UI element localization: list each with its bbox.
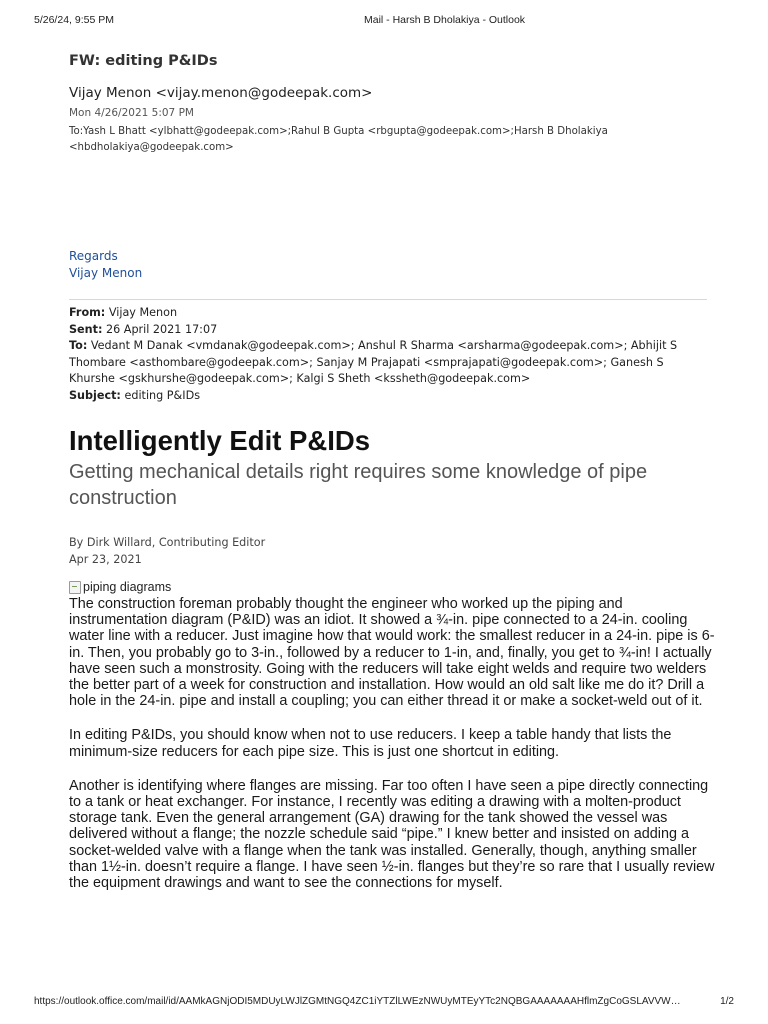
fwd-subject: editing P&IDs [124,388,201,402]
fwd-to: Vedant M Danak <vmdanak@godeepak.com>; Anshul R Sharma <arsharma@godeepak.com>; Abhijit S Thombare <asthombare@godeepak.com>; Sanjay M Prajapati <smprajapati@godeepak.com>; Ganesh S Khurshe <gskhurshe@godeepak.com>; Kalgi S Sheth <kssheth@godeepak.com> [69,339,678,385]
print-url: https://outlook.office.com/mail/id/AAMkAGNjODI5MDUyLWJlZGMtNGQ4ZC1iYTZlLWEzNWUyMTEyYTc2NQBGAAAAAAAHflmZgCoGSLAVVW… [34,996,681,1007]
article [69,425,719,892]
forwarded-header [69,305,709,404]
article-body [69,596,719,909]
email-subject: FW: editing P&IDs [69,53,218,69]
forward-divider [69,299,707,300]
broken-image [69,580,171,594]
print-page-title: Mail - Harsh B Dholakiya - Outlook [364,14,526,26]
email-signature [69,248,142,281]
fwd-sent-label: Sent: [69,322,103,336]
image-alt-text: piping diagrams [83,580,172,594]
fwd-from: Vijay Menon [108,306,178,319]
article-paragraph: In editing P&IDs, you should know when not to use reducers. I keep a table handy that lists the minimum-size reducers for each pipe size. This is just one shortcut in editing. [69,727,672,760]
article-byline [69,535,265,568]
email-recipients: To:Yash L Bhatt <ylbhatt@godeepak.com>;Rahul B Gupta <rbgupta@godeepak.com>;Harsh B Dholakiya <hbdholakiya@godeepak.com> [69,126,608,153]
article-author: By Dirk Willard, Contributing Editor [69,536,266,549]
fwd-from-line [69,305,709,322]
print-footer [34,996,734,1010]
email-message [69,53,709,402]
article-subtitle: Getting mechanical details right requires some knowledge of pipe construction [69,461,648,509]
fwd-sent-line [69,322,709,339]
article-title: Intelligently Edit P&IDs [69,425,371,456]
fwd-sent: 26 April 2021 17:07 [106,322,218,336]
fwd-subject-line [69,388,709,405]
signature-name: Vijay Menon [69,265,143,280]
print-datetime: 5/26/24, 9:55 PM [34,14,114,26]
fwd-to-line [69,338,709,388]
email-sent-date: Mon 4/26/2021 5:07 PM [69,107,194,119]
signature-closing: Regards [69,249,118,263]
fwd-from-label: From: [69,306,106,319]
print-header [34,14,734,30]
article-date: Apr 23, 2021 [69,552,142,566]
article-paragraph: The construction foreman probably thought the engineer who worked up the piping and instrumentation diagram (P&ID) was an idiot. It showed a ¾-in. pipe connected to a 24-in. cooling water line with a reducer. Just imagine how that would work: the smallest reducer in a 24-in. pipe is 6-in. Then, you probably go to 3-in., followed by a reducer to 1-in, and, finally, you get to ¾-in! I actually have seen such a monstrosity. Going with the reducers will take eight welds and require two welders the better part of a week for construction and installation. How would an old salt like me do it? Drill a hole in the 24-in. pipe and install a coupling; you can either thread it or make a socket-weld out of it. [69,596,715,710]
email-sender[interactable]: Vijay Menon <vijay.menon@godeepak.com> [69,85,373,101]
article-paragraph: Another is identifying where flanges are missing. Far too often I have seen a pipe directly connecting to a tank or heat exchanger. For instance, I recently was editing a drawing with a molten-product storage tank. Even the general arrangement (GA) drawing for the tank showed the vessel was delivered without a flange; the nozzle schedule said “pipe.” I knew better and insisted on adding a socket-welded valve with a flange when the tank was installed. Generally, though, anything smaller than 1½-in. doesn’t require a flange. I have seen ½-in. flanges but they’re so rare that I usually review the equipment drawings and want to see the connections for myself. [69,777,715,892]
broken-image-icon [69,581,81,594]
print-page-number: 1/2 [720,996,734,1007]
fwd-to-label: To: [69,339,88,352]
fwd-subject-label: Subject: [69,388,121,402]
